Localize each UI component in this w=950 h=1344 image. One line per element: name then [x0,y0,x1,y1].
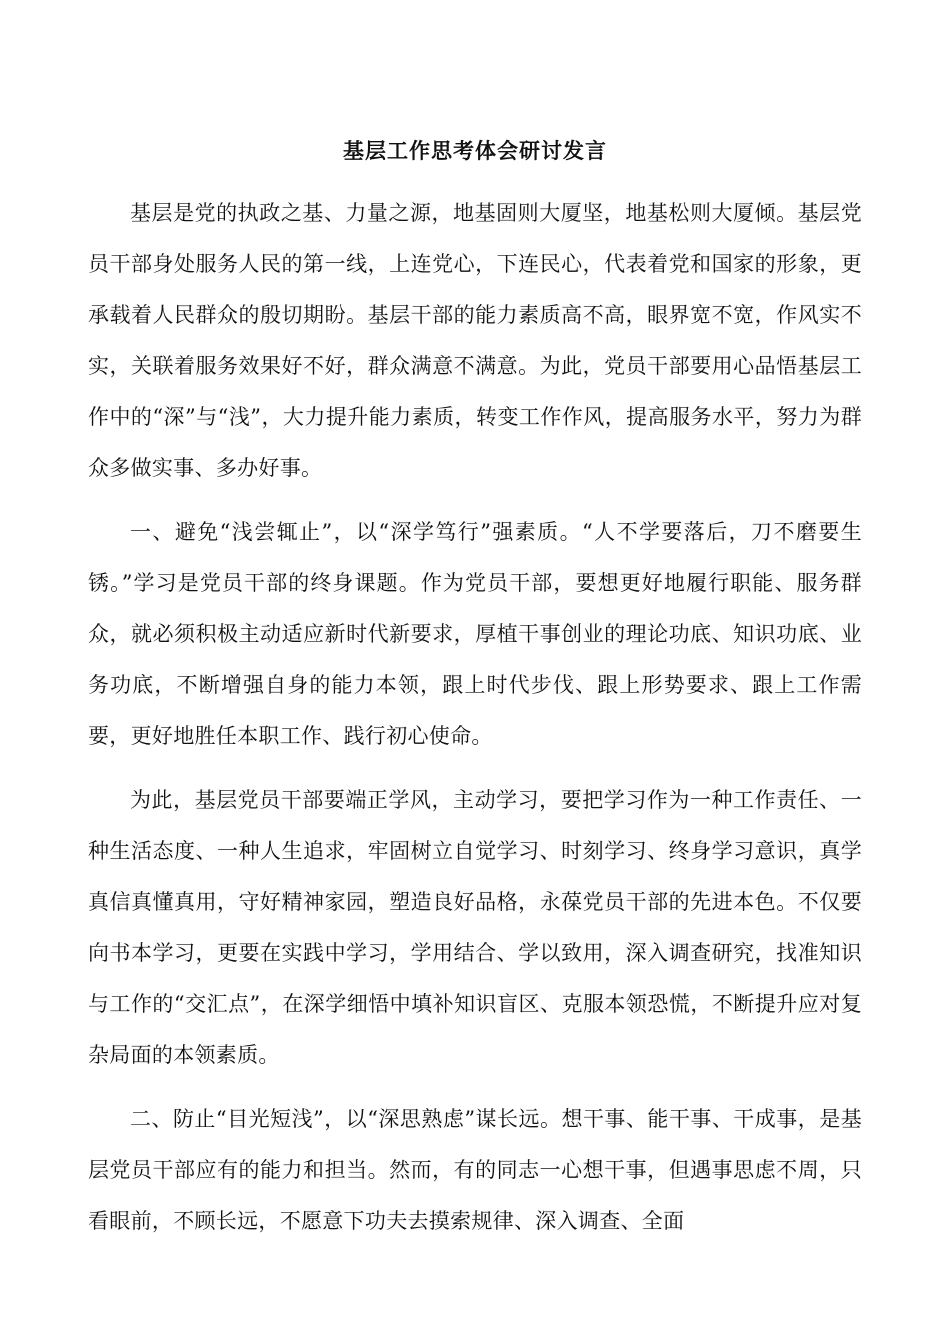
paragraph-section-one: 一、避免“浅尝辄止”，以“深学笃行”强素质。“人不学要落后，刀不磨要生锈。”学习是党员干部的终身课题。作为党员干部，要想更好地履行职能、服务群众，就必须积极主动适应新时代新要求，厚植干事创业的理论功底、知识功底、业务功底，不断增强自身的能力本领，跟上时代步伐、跟上形势要求、跟上工作需要，更好地胜任本职工作、践行初心使命。 [88,520,862,748]
paragraph-section-one-detail: 为此，基层党员干部要端正学风，主动学习，要把学习作为一种工作责任、一种生活态度、一种人生追求，牢固树立自觉学习、时刻学习、终身学习意识，真学真信真懂真用，守好精神家园，塑造良好品格，永葆党员干部的先进本色。不仅要向书本学习，更要在实践中学习，学用结合、学以致用，深入调查研究，找准知识与工作的“交汇点”，在深学细悟中填补知识盲区、克服本领恐慌，不断提升应对复杂局面的本领素质。 [88,788,862,1067]
paragraph-intro: 基层是党的执政之基、力量之源，地基固则大厦坚，地基松则大厦倾。基层党员干部身处服务人民的第一线，上连党心，下连民心，代表着党和国家的形象，更承载着人民群众的殷切期盼。基层干部的能力素质高不高，眼界宽不宽，作风实不实，关联着服务效果好不好，群众满意不满意。为此，党员干部要用心品悟基层工作中的“深”与“浅”，大力提升能力素质，转变工作作风，提高服务水平，努力为群众多做实事、多办好事。 [88,201,862,480]
paragraph-section-two: 二、防止“目光短浅”，以“深思熟虑”谋长远。想干事、能干事、干成事，是基层党员干部应有的能力和担当。然而，有的同志一心想干事，但遇事思虑不周，只看眼前，不顾长远，不愿意下功夫去摸索规律、深入调查、全面 [88,1107,862,1233]
document-body [88,136,862,1260]
document-title: 基层工作思考体会研讨发言 [343,138,607,163]
